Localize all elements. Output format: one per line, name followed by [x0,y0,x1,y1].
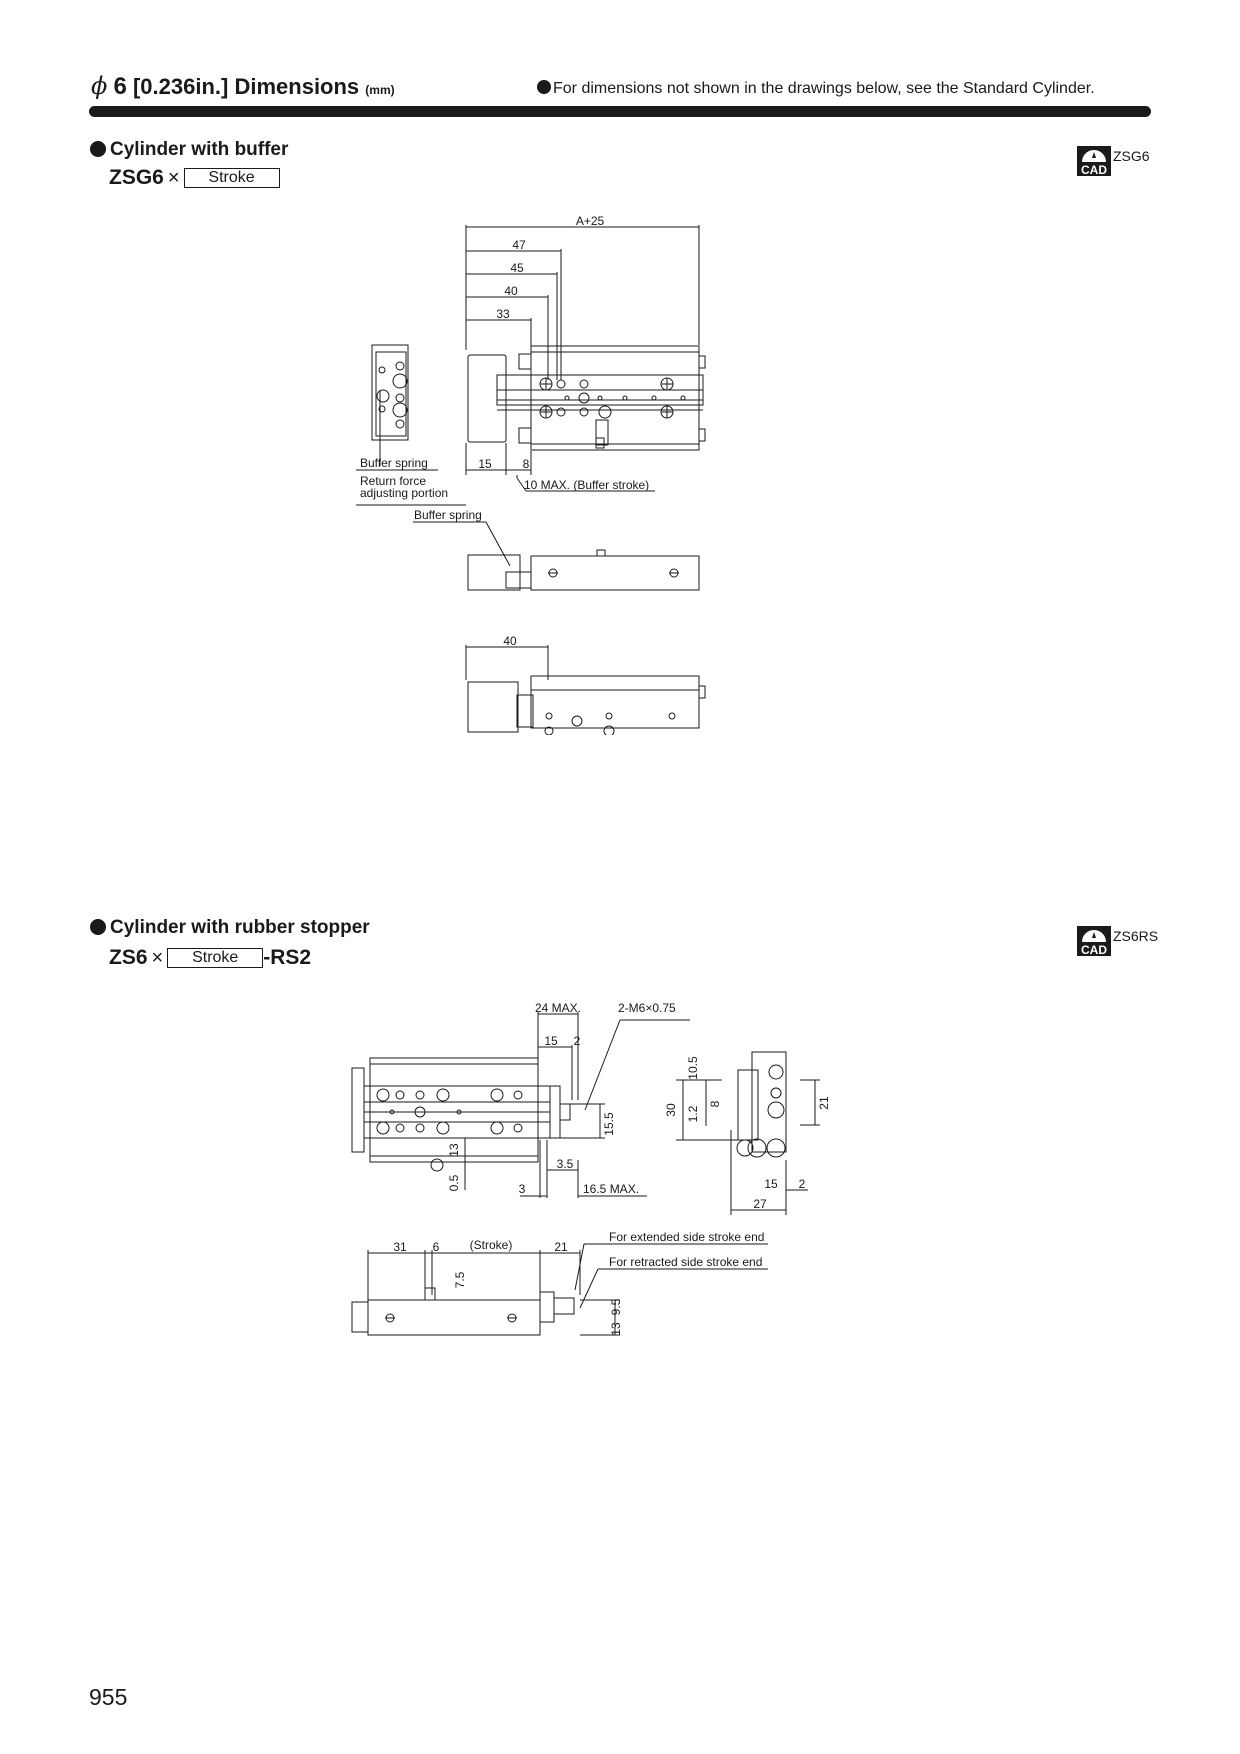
section-title-rubber [90,917,370,939]
dim-0-5: 0.5 [447,1174,461,1192]
dim-2: 2 [573,1034,581,1048]
cad-code: ZS6RS [1113,928,1159,944]
page-title [91,72,395,101]
title-text: Dimensions [234,74,360,99]
model-number-rubber [109,946,311,970]
dim-13: 13 [447,1143,461,1157]
times-symbol: × [151,947,164,969]
label-buffer-stroke: 10 MAX. (Buffer stroke) [524,478,650,492]
times-symbol: × [167,167,180,189]
dim-27: 27 [753,1197,767,1211]
label-adjusting-portion: adjusting portion [360,486,449,500]
dim-21: 21 [817,1096,831,1110]
dim-24max: 24 MAX. [534,1001,582,1015]
dim-stroke: (Stroke) [469,1238,513,1252]
page-number: 955 [89,1684,128,1710]
dim-40b: 40 [503,634,517,648]
label-buffer-spring-2: Buffer spring [414,508,482,522]
dim-45: 45 [510,261,524,275]
label-retracted-end: For retracted side stroke end [609,1255,763,1269]
unit-label: (mm) [365,83,395,97]
dim-7-5: 7.5 [453,1271,467,1289]
stroke-box: Stroke [184,168,280,188]
model-number-buffer [109,166,280,190]
dim-8: 8 [708,1100,722,1108]
header-rule [89,106,1151,117]
cad-link-zs6rs[interactable] [1077,926,1158,956]
dim-15b: 15 [764,1177,778,1191]
dim-10-5: 10.5 [686,1056,700,1080]
svg-text:CAD: CAD [1081,163,1107,176]
dim-15: 15 [478,457,492,471]
label-return-force: Return force [360,474,427,488]
dim-15-5: 15.5 [602,1112,616,1136]
dim-1-2: 1.2 [686,1105,700,1123]
label-extended-end: For extended side stroke end [609,1230,765,1244]
cad-icon [1077,146,1111,176]
cad-code: ZSG6 [1113,148,1150,164]
dim-31: 31 [393,1240,407,1254]
model-suffix: -RS2 [263,946,312,969]
drawing-rubber [340,1000,840,1360]
label-buffer-spring: Buffer spring [360,456,428,470]
model-prefix: ZSG6 [109,166,164,189]
drawing-buffer [340,205,740,735]
dim-9-5: 9.5 [609,1298,623,1316]
bore-size-inch: [0.236in.] [132,74,229,99]
section-title-text: Cylinder with buffer [110,139,289,160]
bullet-icon [90,919,106,935]
dim-13b: 13 [609,1322,623,1336]
dim-33: 33 [496,307,510,321]
dim-21b: 21 [554,1240,568,1254]
header-note [537,80,1095,98]
dim-3: 3 [518,1182,526,1196]
dim-6: 6 [432,1240,440,1254]
svg-text:CAD: CAD [1081,943,1107,956]
dim-3-5: 3.5 [556,1157,574,1171]
header-note-text: For dimensions not shown in the drawings below, see the Standard Cylinder. [553,80,1095,97]
stroke-box: Stroke [167,948,263,968]
model-prefix: ZS6 [109,946,148,969]
cad-icon [1077,926,1111,956]
dim-30: 30 [664,1103,678,1117]
dim-m6: 2-M6×0.75 [618,1001,676,1015]
dim-2b: 2 [798,1177,806,1191]
section-title-text: Cylinder with rubber stopper [110,917,370,938]
bullet-icon [90,141,106,157]
dim-15: 15 [544,1034,558,1048]
phi-symbol: ϕ [91,72,108,100]
dim-a25: A+25 [575,214,605,228]
dim-16-5max: 16.5 MAX. [583,1182,640,1196]
bullet-icon [537,80,551,94]
dim-47: 47 [512,238,526,252]
dim-8: 8 [522,457,530,471]
bore-size: 6 [113,73,127,100]
section-title-buffer [90,139,288,161]
dim-40: 40 [504,284,518,298]
cad-link-zsg6[interactable] [1077,146,1150,176]
